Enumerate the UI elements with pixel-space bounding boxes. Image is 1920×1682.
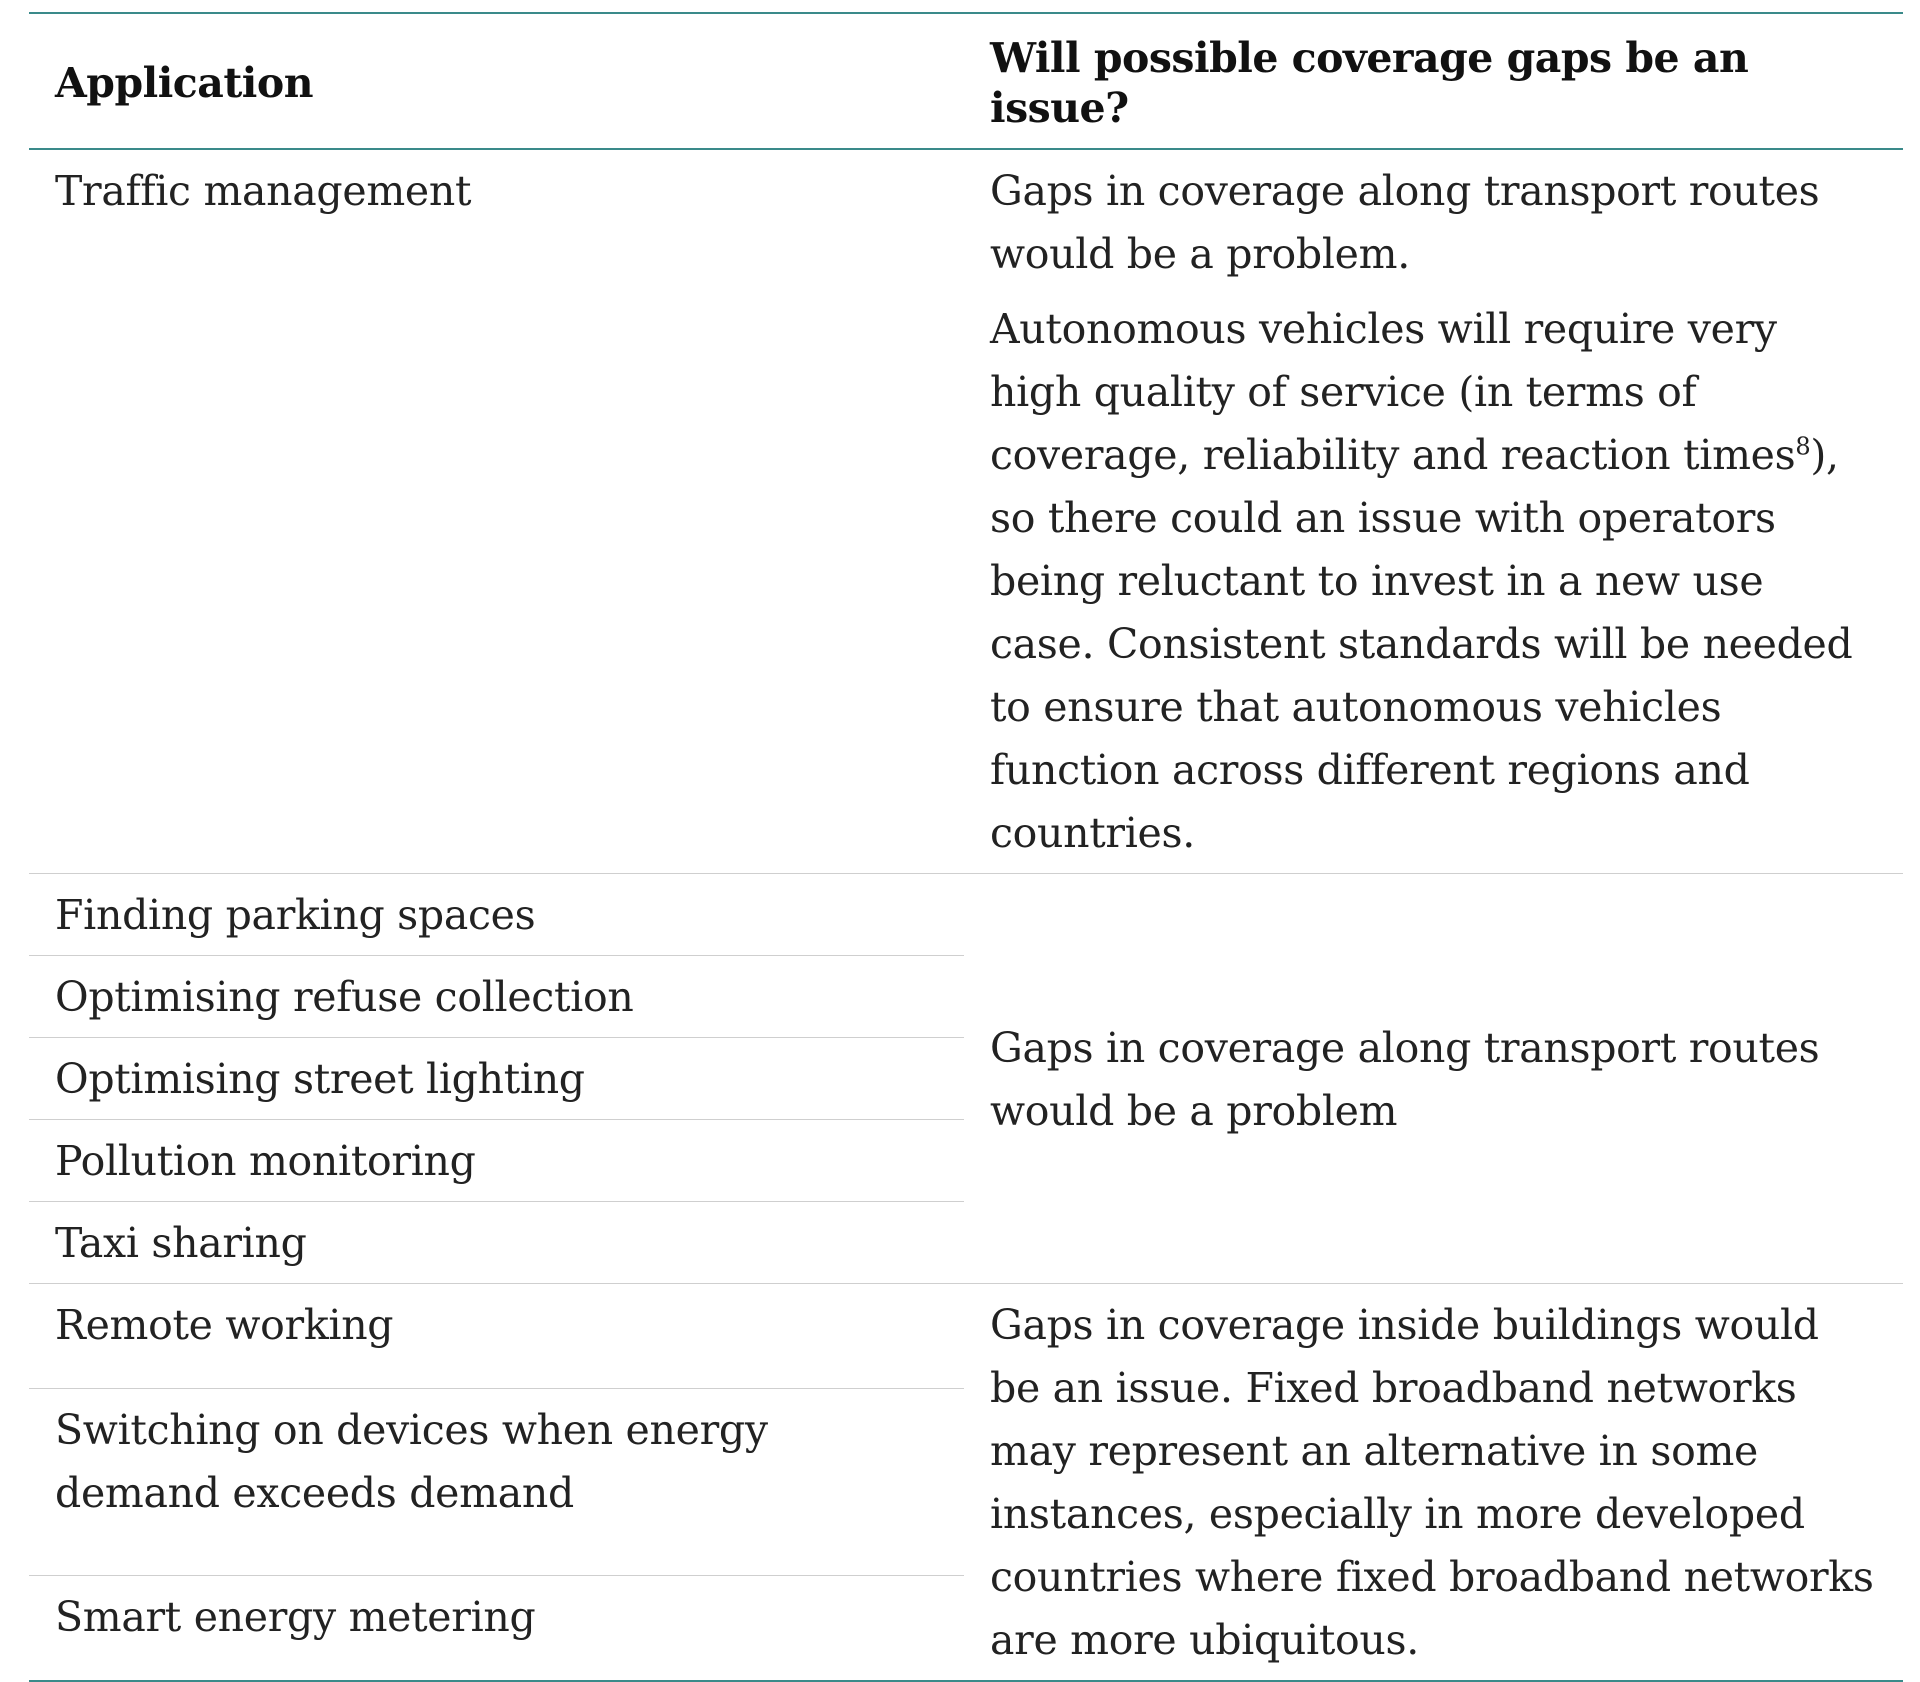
application-cell: Smart energy metering [55, 1592, 536, 1641]
application-cell: Switching on devices when energy demand exceeds demand [55, 1406, 768, 1518]
header-coverage: Will possible coverage gaps be an issue? [990, 34, 1749, 132]
application-cell: Pollution monitoring [55, 1137, 476, 1185]
table-row [29, 149, 1903, 874]
header-application: Application [55, 59, 313, 107]
coverage-cell [964, 149, 1903, 874]
application-cell: Optimising street lighting [55, 1055, 585, 1103]
coverage-paragraph [990, 298, 1877, 865]
coverage-table [29, 12, 1903, 1682]
application-cell: Finding parking spaces [55, 891, 536, 939]
coverage-text: ), so there could an issue with operators being reluctant to invest in a new use case. Consistent standards will be needed to ensure that autonomous vehicles function across different regions and countries. [990, 431, 1853, 857]
table-row [29, 1284, 1903, 1389]
coverage-paragraph: Gaps in coverage along transport routes would be a problem. [990, 167, 1820, 278]
footnote-reference: 8 [1795, 432, 1811, 461]
coverage-cell: Gaps in coverage along transport routes would be a problem [990, 1023, 1820, 1135]
application-cell: Optimising refuse collection [55, 973, 634, 1021]
table-header [29, 13, 1903, 149]
application-cell: Taxi sharing [55, 1219, 307, 1267]
application-cell: Remote working [55, 1301, 394, 1349]
coverage-table-container [29, 12, 1903, 1682]
application-cell: Traffic management [55, 167, 472, 215]
table-row [29, 874, 1903, 956]
coverage-cell: Gaps in coverage inside buildings would be an issue. Fixed broadband networks may represent an alternative in some instances, especially in more developed countries where fixed broadband networks are more ubiquitous. [990, 1301, 1874, 1664]
coverage-text: Autonomous vehicles will require very high quality of service (in terms of coverage, reliability and reaction times [990, 305, 1796, 479]
